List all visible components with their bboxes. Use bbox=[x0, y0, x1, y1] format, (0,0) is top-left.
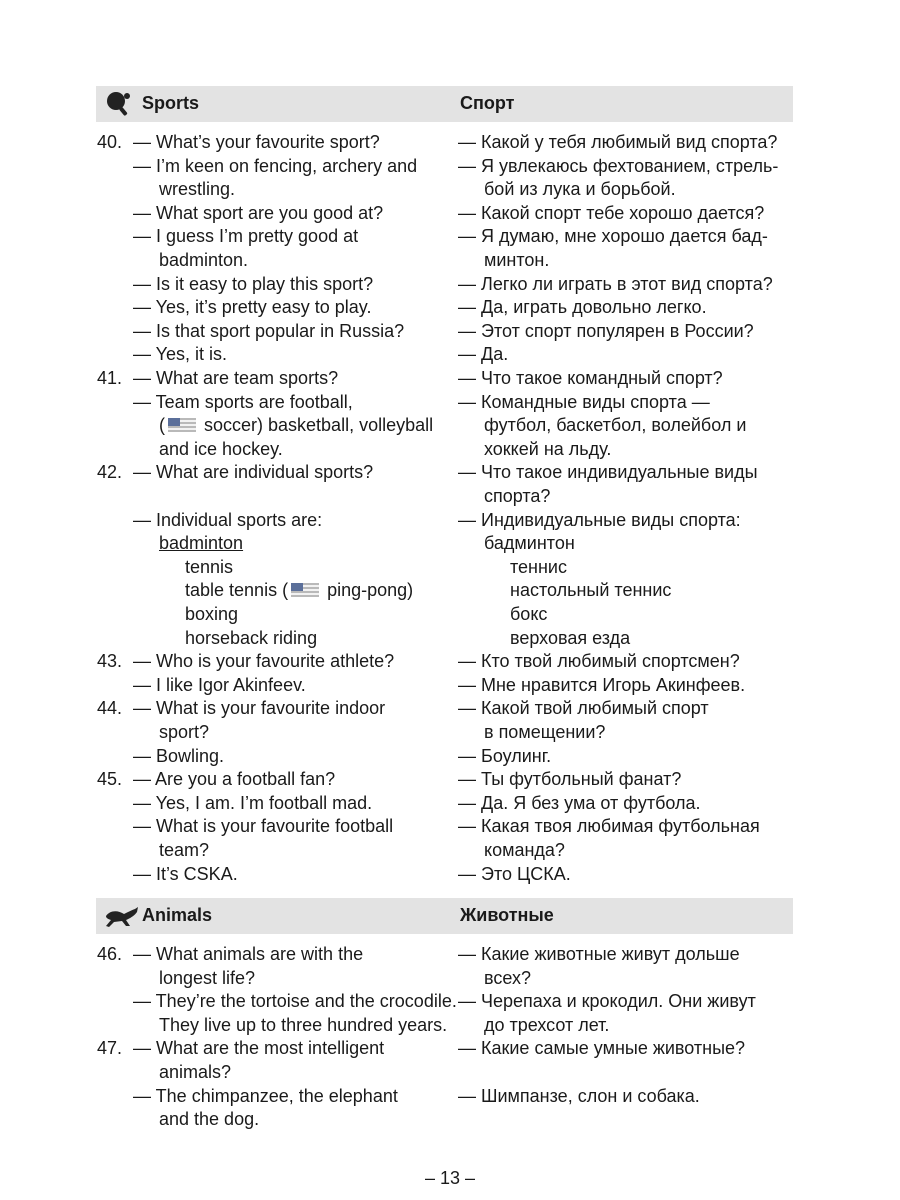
russian-text: — Командные виды спорта — bbox=[458, 391, 710, 412]
english-text bbox=[133, 697, 453, 721]
item-number: 42. bbox=[97, 462, 123, 483]
english-text-part: and ice hockey. bbox=[159, 438, 283, 459]
english-text bbox=[133, 1085, 453, 1109]
list-item bbox=[0, 438, 900, 462]
us-flag-icon bbox=[291, 583, 319, 597]
english-text-part: team? bbox=[159, 840, 210, 860]
list-item bbox=[0, 792, 900, 816]
english-text bbox=[133, 178, 479, 202]
english-text-part: boxing bbox=[185, 604, 239, 624]
russian-text: — Да, играть довольно легко. bbox=[458, 297, 707, 318]
list-item bbox=[0, 967, 900, 991]
list-item bbox=[0, 532, 900, 556]
list-item bbox=[0, 296, 900, 320]
ping-pong-paddle-icon bbox=[104, 90, 132, 123]
english-text-part: wrestling. bbox=[159, 179, 236, 200]
list-item bbox=[0, 815, 900, 839]
english-text-part: — Yes, it is. bbox=[133, 344, 228, 365]
russian-text: — Черепаха и крокодил. Они живут bbox=[458, 991, 756, 1012]
english-text bbox=[133, 202, 453, 226]
english-text bbox=[133, 414, 479, 438]
list-item bbox=[0, 273, 900, 297]
list-item bbox=[0, 485, 900, 509]
english-text-part: — Bowling. bbox=[133, 745, 225, 766]
english-text-part: ping-pong) bbox=[322, 580, 414, 601]
english-text-part: badminton. bbox=[159, 250, 249, 270]
russian-text: футбол, баскетбол, волейбол и bbox=[484, 415, 747, 436]
english-text-part: ( bbox=[159, 415, 165, 436]
english-text-part: — Is that sport popular in Russia? bbox=[133, 320, 405, 341]
russian-text: теннис bbox=[510, 556, 567, 577]
list-item bbox=[0, 155, 900, 179]
section-title-ru: Спорт bbox=[460, 93, 515, 113]
english-text-part: — I guess I’m pretty good at bbox=[133, 226, 359, 247]
english-text bbox=[133, 721, 479, 745]
english-text bbox=[133, 839, 479, 863]
page-number: – 13 – bbox=[424, 1168, 476, 1188]
list-item bbox=[0, 178, 900, 202]
russian-text: команда? bbox=[484, 840, 565, 860]
russian-text: — Это ЦСКА. bbox=[458, 863, 571, 884]
russian-text: спорта? bbox=[484, 486, 551, 506]
russian-text: бокс bbox=[510, 604, 548, 624]
english-text bbox=[133, 745, 453, 769]
english-text bbox=[133, 943, 453, 967]
russian-text: верховая езда bbox=[510, 627, 631, 648]
section-title-ru: Животные bbox=[460, 905, 554, 925]
english-text-part: — The chimpanzee, the elephant bbox=[133, 1085, 398, 1106]
item-number: 40. bbox=[97, 132, 123, 152]
list-item bbox=[0, 391, 900, 415]
item-number: 47. bbox=[97, 1038, 123, 1059]
english-text-part: table tennis ( bbox=[185, 580, 289, 601]
list-item bbox=[0, 556, 900, 580]
list-item bbox=[0, 131, 900, 155]
item-number: 44. bbox=[97, 698, 123, 719]
english-text bbox=[133, 509, 453, 533]
english-text bbox=[133, 367, 453, 391]
list-item bbox=[0, 202, 900, 226]
list-item bbox=[0, 509, 900, 533]
english-text-part: — Who is your favourite athlete? bbox=[133, 651, 395, 672]
english-text bbox=[133, 674, 453, 698]
english-text bbox=[133, 391, 453, 415]
item-number: 45. bbox=[97, 769, 123, 790]
english-text-part: — What are team sports? bbox=[133, 368, 339, 388]
russian-text: — Шимпанзе, слон и собака. bbox=[458, 1085, 700, 1106]
english-text bbox=[133, 225, 453, 249]
list-item bbox=[0, 414, 900, 438]
section-title-en: Animals bbox=[142, 905, 213, 925]
russian-text: — Какие самые умные животные? bbox=[458, 1038, 746, 1059]
english-text bbox=[133, 1061, 479, 1085]
list-item bbox=[0, 839, 900, 863]
list-item bbox=[0, 768, 900, 792]
english-text bbox=[133, 296, 453, 320]
russian-text: — Какой твой любимый спорт bbox=[458, 698, 709, 719]
english-text-part: — Team sports are football, bbox=[133, 391, 353, 412]
russian-text: — Что такое командный спорт? bbox=[458, 368, 723, 388]
english-text bbox=[133, 461, 453, 485]
russian-text: — Я увлекаюсь фехтованием, стрель- bbox=[458, 155, 779, 176]
russian-text: — Какой спорт тебе хорошо дается? bbox=[458, 202, 765, 223]
english-text-part: — What are the most intelligent bbox=[133, 1038, 385, 1059]
russian-text: — Какая твоя любимая футбольная bbox=[458, 816, 760, 837]
list-item bbox=[0, 249, 900, 273]
english-text bbox=[133, 603, 505, 627]
russian-text: — Какой у тебя любимый вид спорта? bbox=[458, 132, 778, 152]
russian-text: — Мне нравится Игорь Акинфеев. bbox=[458, 674, 746, 695]
english-text bbox=[133, 815, 453, 839]
russian-text: минтон. bbox=[484, 250, 550, 270]
list-item bbox=[0, 603, 900, 627]
russian-text: — Какие животные живут дольше bbox=[458, 944, 740, 964]
list-item bbox=[0, 674, 900, 698]
english-text-part: sport? bbox=[159, 722, 210, 742]
english-text-part: — What sport are you good at? bbox=[133, 202, 384, 223]
english-text bbox=[133, 990, 457, 1014]
english-text bbox=[133, 343, 453, 367]
section-title-en: Sports bbox=[142, 93, 200, 113]
english-text-part: — What are individual sports? bbox=[133, 462, 374, 483]
running-cat-icon bbox=[104, 902, 140, 935]
list-item bbox=[0, 863, 900, 887]
english-text bbox=[133, 532, 479, 556]
english-text-part: — Individual sports are: bbox=[133, 509, 323, 530]
list-item bbox=[0, 1037, 900, 1061]
list-item bbox=[0, 943, 900, 967]
russian-text: до трехсот лет. bbox=[484, 1014, 610, 1035]
list-item bbox=[0, 1014, 900, 1038]
english-text-part: animals? bbox=[159, 1062, 232, 1082]
list-item bbox=[0, 1108, 900, 1132]
english-text-part: badminton bbox=[159, 533, 244, 554]
english-text bbox=[133, 1037, 453, 1061]
english-text-part: horseback riding bbox=[185, 627, 318, 648]
english-text bbox=[133, 650, 453, 674]
list-item bbox=[0, 721, 900, 745]
russian-text: бадминтон bbox=[484, 533, 575, 554]
russian-text: — Что такое индивидуальные виды bbox=[458, 462, 758, 483]
russian-text: — Легко ли играть в этот вид спорта? bbox=[458, 273, 773, 294]
english-text bbox=[133, 1014, 479, 1038]
english-text bbox=[133, 579, 505, 603]
russian-text: — Я думаю, мне хорошо дается бад- bbox=[458, 226, 768, 247]
list-item bbox=[0, 367, 900, 391]
english-text bbox=[133, 131, 453, 155]
english-text bbox=[133, 792, 453, 816]
english-text-part: — I like Igor Akinfeev. bbox=[133, 674, 306, 695]
russian-text: хоккей на льду. bbox=[484, 438, 612, 459]
item-number: 41. bbox=[97, 368, 123, 388]
us-flag-icon bbox=[168, 418, 196, 432]
list-item bbox=[0, 1061, 900, 1085]
russian-text: — Боулинг. bbox=[458, 745, 552, 766]
russian-text: — Индивидуальные виды спорта: bbox=[458, 509, 741, 530]
english-text bbox=[133, 627, 505, 651]
english-text bbox=[133, 438, 479, 462]
list-item bbox=[0, 320, 900, 344]
russian-text: всех? bbox=[484, 967, 531, 988]
english-text bbox=[133, 1108, 479, 1132]
list-item bbox=[0, 990, 900, 1014]
english-text-part: longest life? bbox=[159, 967, 256, 988]
english-text-part: — Yes, it’s pretty easy to play. bbox=[133, 297, 372, 318]
list-item bbox=[0, 579, 900, 603]
english-text-part: — I’m keen on fencing, archery and bbox=[133, 155, 418, 176]
english-text-part: — It’s CSKA. bbox=[133, 863, 238, 884]
list-item bbox=[0, 745, 900, 769]
russian-text: — Кто твой любимый спортсмен? bbox=[458, 651, 740, 672]
list-item bbox=[0, 697, 900, 721]
english-text bbox=[133, 273, 453, 297]
english-text bbox=[133, 155, 453, 179]
russian-text: настольный теннис bbox=[510, 580, 672, 601]
english-text-part: soccer) basketball, volleyball bbox=[199, 415, 434, 436]
list-item bbox=[0, 343, 900, 367]
section-header-animals bbox=[96, 898, 793, 934]
list-item bbox=[0, 1085, 900, 1109]
item-number: 43. bbox=[97, 651, 123, 672]
english-text bbox=[133, 863, 453, 887]
english-text-part: — Yes, I am. I’m football mad. bbox=[133, 792, 373, 813]
russian-text: в помещении? bbox=[484, 722, 606, 742]
english-text bbox=[133, 967, 479, 991]
english-text-part: — What is your favourite indoor bbox=[133, 698, 386, 719]
english-text bbox=[133, 249, 479, 273]
english-text-part: tennis bbox=[185, 556, 234, 577]
english-text-part: — What’s your favourite sport? bbox=[133, 132, 380, 152]
list-item bbox=[0, 461, 900, 485]
list-item bbox=[0, 650, 900, 674]
russian-text: — Да. bbox=[458, 344, 509, 365]
item-number: 46. bbox=[97, 944, 123, 964]
english-text bbox=[133, 768, 453, 792]
english-text-part: They live up to three hundred years. bbox=[159, 1014, 448, 1035]
english-text-part: — They’re the tortoise and the crocodile. bbox=[133, 991, 457, 1012]
english-text-part: — What animals are with the bbox=[133, 944, 364, 964]
section-header-sports bbox=[96, 86, 793, 122]
english-text bbox=[133, 320, 453, 344]
russian-text: бой из лука и борьбой. bbox=[484, 179, 676, 200]
list-item bbox=[0, 225, 900, 249]
list-item bbox=[0, 627, 900, 651]
english-text-part: and the dog. bbox=[159, 1109, 260, 1130]
english-text bbox=[133, 556, 505, 580]
russian-text: — Ты футбольный фанат? bbox=[458, 769, 682, 790]
english-text-part: — Are you a football fan? bbox=[133, 769, 336, 790]
russian-text: — Этот спорт популярен в России? bbox=[458, 320, 754, 341]
english-text-part: — What is your favourite football bbox=[133, 816, 394, 837]
english-text-part: — Is it easy to play this sport? bbox=[133, 273, 374, 294]
russian-text: — Да. Я без ума от футбола. bbox=[458, 792, 701, 813]
